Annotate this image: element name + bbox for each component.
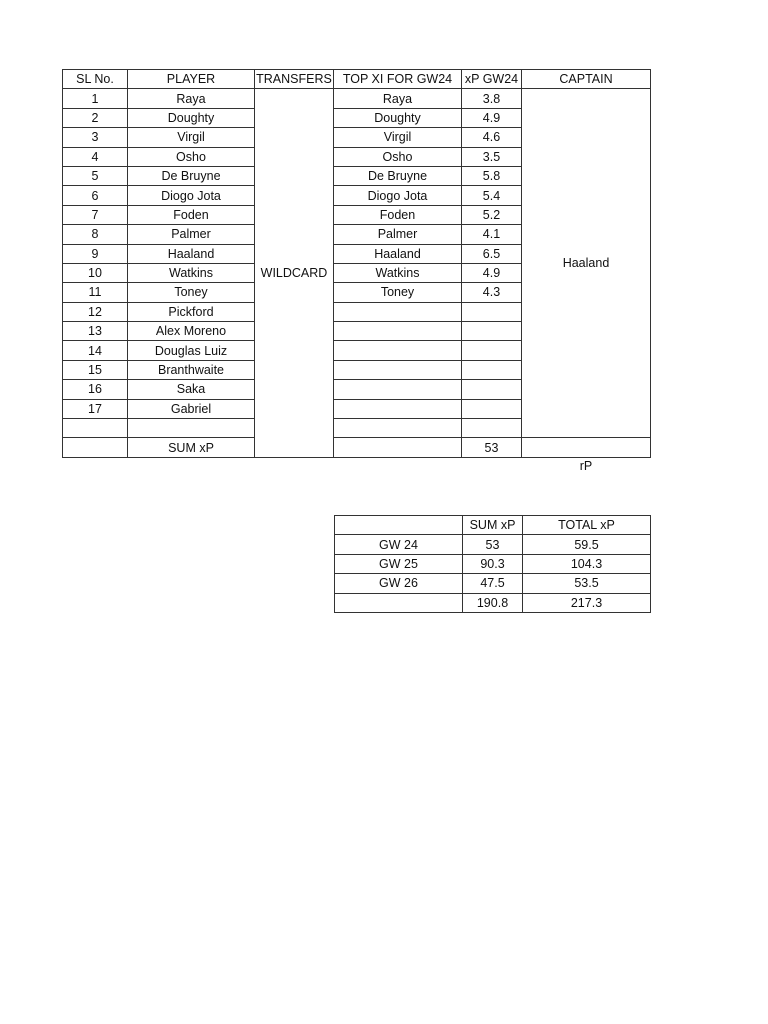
sum-blank-cell xyxy=(334,438,462,457)
player-cell: De Bruyne xyxy=(128,166,255,185)
total-xp-cell: 217.3 xyxy=(523,593,651,612)
header-player: PLAYER xyxy=(128,70,255,89)
header-row xyxy=(63,70,651,89)
sum-xp-cell: 90.3 xyxy=(463,554,523,573)
gameweek-cell: GW 25 xyxy=(335,554,463,573)
player-cell xyxy=(128,419,255,438)
top-xi-player-cell: Virgil xyxy=(334,128,462,147)
sum-xp-cell: 47.5 xyxy=(463,574,523,593)
sl-number-cell: 5 xyxy=(63,166,128,185)
captain-cell: Haaland xyxy=(522,89,651,438)
xp-cell xyxy=(462,360,522,379)
top-xi-player-cell: Haaland xyxy=(334,244,462,263)
xp-cell: 3.5 xyxy=(462,147,522,166)
xp-cell: 4.3 xyxy=(462,283,522,302)
xp-cell: 5.8 xyxy=(462,166,522,185)
sl-number-cell: 2 xyxy=(63,108,128,127)
xp-cell: 5.2 xyxy=(462,205,522,224)
summary-header-row xyxy=(335,516,651,535)
sl-number-cell: 3 xyxy=(63,128,128,147)
player-cell: Virgil xyxy=(128,128,255,147)
summary-header-cell: TOTAL xP xyxy=(523,516,651,535)
sl-number-cell: 6 xyxy=(63,186,128,205)
xp-cell xyxy=(462,380,522,399)
xp-cell: 4.9 xyxy=(462,263,522,282)
gameweek-cell: GW 24 xyxy=(335,535,463,554)
header-xp: xP GW24 xyxy=(462,70,522,89)
total-xp-cell: 104.3 xyxy=(523,554,651,573)
header-captain: CAPTAIN xyxy=(522,70,651,89)
player-cell: Raya xyxy=(128,89,255,108)
gameweek-summary-table xyxy=(334,515,651,613)
top-xi-player-cell: Watkins xyxy=(334,263,462,282)
player-cell: Haaland xyxy=(128,244,255,263)
top-xi-player-cell xyxy=(334,399,462,418)
xp-cell xyxy=(462,341,522,360)
player-cell: Branthwaite xyxy=(128,360,255,379)
total-xp-cell: 59.5 xyxy=(523,535,651,554)
sum-value-cell: 53 xyxy=(462,438,522,457)
rp-label: rP xyxy=(579,459,593,473)
total-xp-cell: 53.5 xyxy=(523,574,651,593)
player-cell: Diogo Jota xyxy=(128,186,255,205)
fpl-squad-table xyxy=(62,69,651,458)
sum-xp-cell: 190.8 xyxy=(463,593,523,612)
player-cell: Palmer xyxy=(128,225,255,244)
sum-row xyxy=(63,438,651,457)
top-xi-player-cell: Osho xyxy=(334,147,462,166)
player-cell: Alex Moreno xyxy=(128,322,255,341)
summary-row xyxy=(335,554,651,573)
xp-cell xyxy=(462,322,522,341)
header-top-xi: TOP XI FOR GW24 xyxy=(334,70,462,89)
xp-cell: 4.9 xyxy=(462,108,522,127)
sum-blank-cell xyxy=(522,438,651,457)
transfers-cell: WILDCARD xyxy=(255,89,334,457)
header-transfers: TRANSFERS xyxy=(255,70,334,89)
sum-blank-cell xyxy=(63,438,128,457)
top-xi-player-cell xyxy=(334,380,462,399)
sl-number-cell: 9 xyxy=(63,244,128,263)
player-cell: Pickford xyxy=(128,302,255,321)
summary-row xyxy=(335,535,651,554)
sl-number-cell: 1 xyxy=(63,89,128,108)
summary-header-cell xyxy=(335,516,463,535)
top-xi-player-cell xyxy=(334,360,462,379)
sl-number-cell: 7 xyxy=(63,205,128,224)
sl-number-cell: 15 xyxy=(63,360,128,379)
summary-row xyxy=(335,574,651,593)
sl-number-cell: 13 xyxy=(63,322,128,341)
top-xi-player-cell xyxy=(334,419,462,438)
header-sl-no: SL No. xyxy=(63,70,128,89)
xp-cell xyxy=(462,419,522,438)
table-row xyxy=(63,89,651,108)
sl-number-cell: 4 xyxy=(63,147,128,166)
top-xi-player-cell: Toney xyxy=(334,283,462,302)
summary-header-cell: SUM xP xyxy=(463,516,523,535)
sl-number-cell: 12 xyxy=(63,302,128,321)
xp-cell: 3.8 xyxy=(462,89,522,108)
sl-number-cell: 10 xyxy=(63,263,128,282)
player-cell: Watkins xyxy=(128,263,255,282)
player-cell: Doughty xyxy=(128,108,255,127)
xp-cell: 6.5 xyxy=(462,244,522,263)
xp-cell: 5.4 xyxy=(462,186,522,205)
xp-cell xyxy=(462,302,522,321)
player-cell: Foden xyxy=(128,205,255,224)
player-cell: Toney xyxy=(128,283,255,302)
top-xi-player-cell xyxy=(334,302,462,321)
sum-xp-cell: 53 xyxy=(463,535,523,554)
xp-cell: 4.1 xyxy=(462,225,522,244)
sl-number-cell: 8 xyxy=(63,225,128,244)
sum-label-cell: SUM xP xyxy=(128,438,255,457)
gameweek-cell xyxy=(335,593,463,612)
top-xi-player-cell: Foden xyxy=(334,205,462,224)
player-cell: Douglas Luiz xyxy=(128,341,255,360)
top-xi-player-cell: Palmer xyxy=(334,225,462,244)
summary-row xyxy=(335,593,651,612)
sl-number-cell: 17 xyxy=(63,399,128,418)
top-xi-player-cell: Doughty xyxy=(334,108,462,127)
top-xi-player-cell xyxy=(334,341,462,360)
sl-number-cell: 11 xyxy=(63,283,128,302)
top-xi-player-cell: Diogo Jota xyxy=(334,186,462,205)
top-xi-player-cell: Raya xyxy=(334,89,462,108)
sl-number-cell: 14 xyxy=(63,341,128,360)
sl-number-cell xyxy=(63,419,128,438)
player-cell: Saka xyxy=(128,380,255,399)
top-xi-player-cell xyxy=(334,322,462,341)
sl-number-cell: 16 xyxy=(63,380,128,399)
player-cell: Osho xyxy=(128,147,255,166)
top-xi-player-cell: De Bruyne xyxy=(334,166,462,185)
gameweek-cell: GW 26 xyxy=(335,574,463,593)
player-cell: Gabriel xyxy=(128,399,255,418)
xp-cell: 4.6 xyxy=(462,128,522,147)
xp-cell xyxy=(462,399,522,418)
